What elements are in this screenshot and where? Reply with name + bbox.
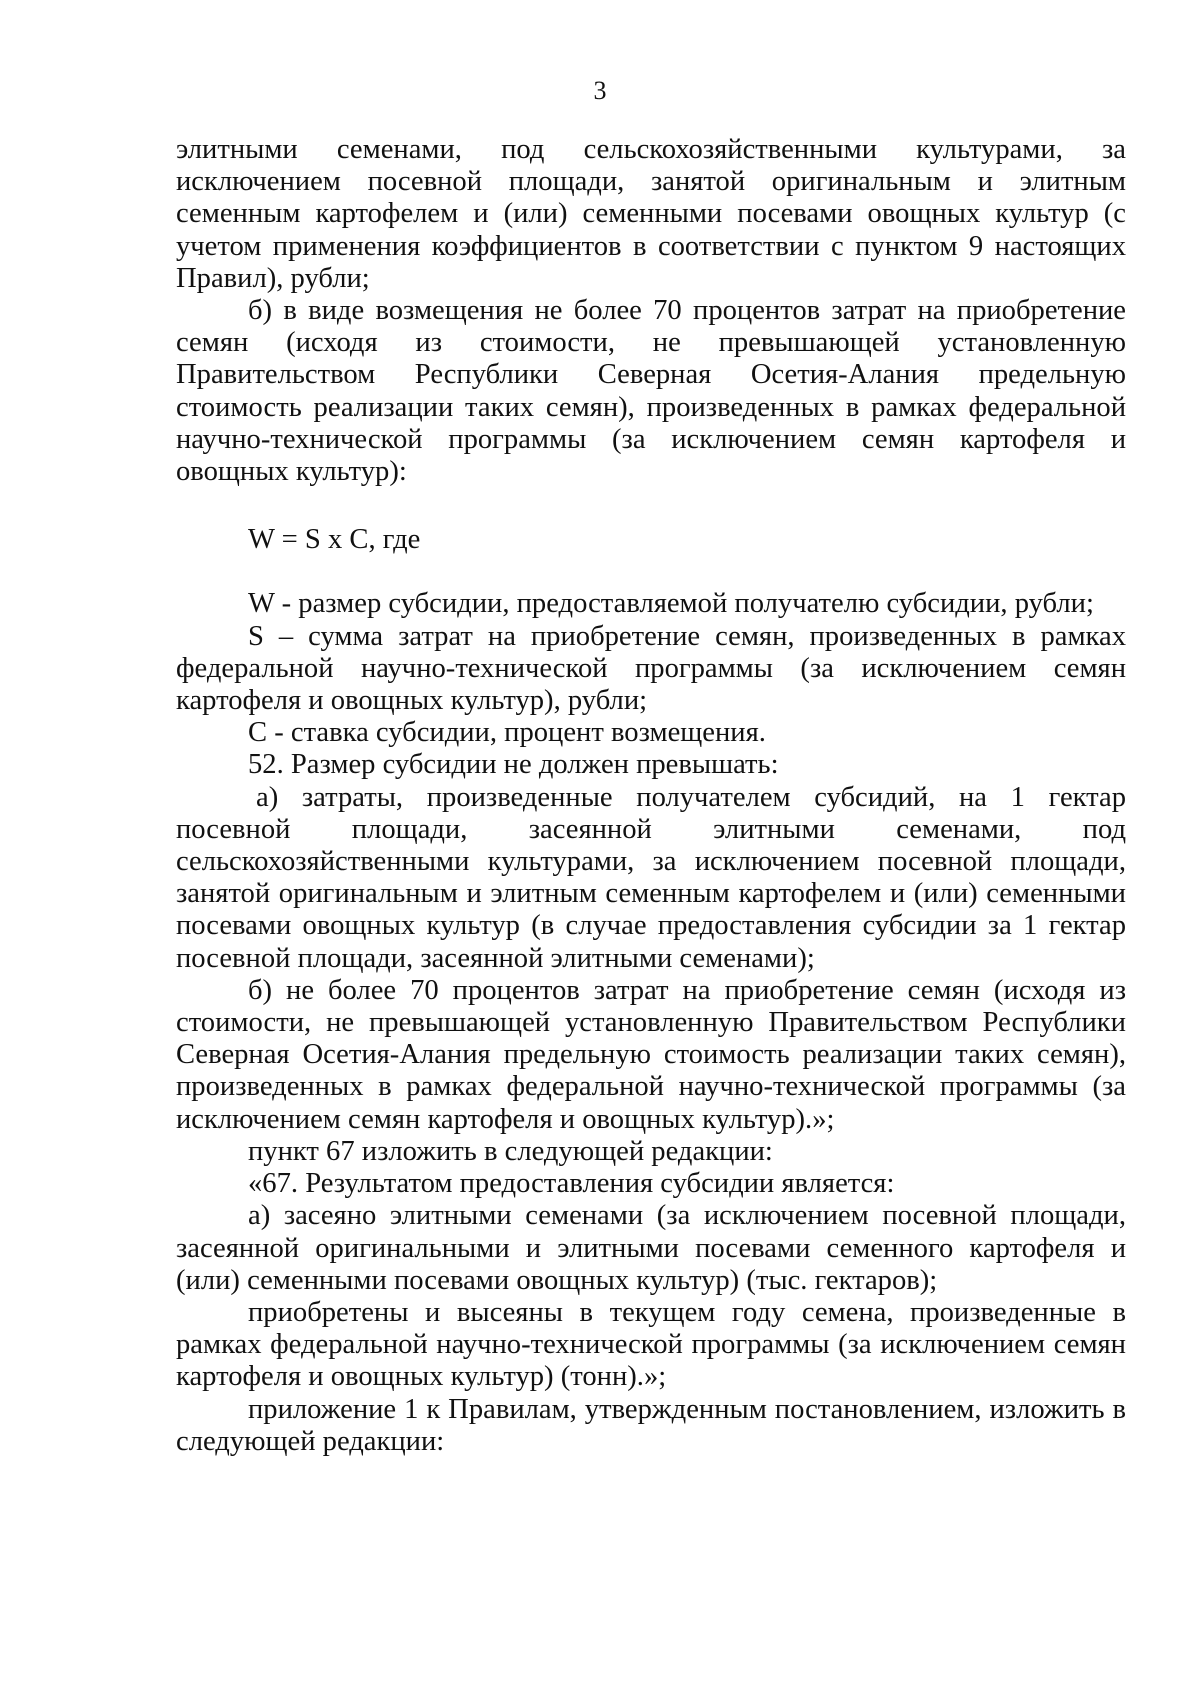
paragraph-continuation: элитными семенами, под сельскохозяйственными культурами, за исключением посевной площади, занятой оригинальным и элитным семенным картофелем и (или) семенными посевами овощных культур (с учетом применения коэффициентов в соответствии с пунктом 9 настоящих Правил), рубли; — [176, 134, 1126, 294]
paragraph-52-a: а) затраты, произведенные получателем субсидий, на 1 гектар посевной площади, засеянной элитными семенами, под сельскохозяйственными культурами, за исключением посевной площади, занятой оригинальным и элитным семенным картофелем и (или) семенными посевами овощных культур (в случае предоставления субсидии за 1 гектар посевной площади, засеянной элитными семенами); — [176, 781, 1126, 974]
formula: W = S x C, где — [248, 524, 421, 556]
paragraph-item-b: б) в виде возмещения не более 70 процентов затрат на приобретение семян (исходя из стоимости, не превышающей установленную Правительством Республики Северная Осетия-Алания предельную стоимость реализации таких семян), произведенных в рамках федеральной научно-технической программы (за исключением семян картофеля и овощных культур): — [176, 295, 1126, 488]
page-number: 3 — [593, 76, 607, 105]
document-body — [176, 134, 1126, 1458]
paragraph-appendix-1: приложение 1 к Правилам, утвержденным постановлением, изложить в следующей редакции: — [176, 1393, 1126, 1457]
definition-w: W - размер субсидии, предоставляемой получателю субсидии, рубли; — [248, 588, 1094, 620]
paragraph-point-67: пункт 67 изложить в следующей редакции: — [248, 1135, 773, 1167]
paragraph-67-seeds: приобретены и высеяны в текущем году семена, произведенные в рамках федеральной научно-технической программы (за исключением семян картофеля и овощных культур) (тонн).»; — [176, 1296, 1126, 1393]
definition-s: S – сумма затрат на приобретение семян, произведенных в рамках федеральной научно-технической программы (за исключением семян картофеля и овощных культур), рубли; — [176, 620, 1126, 717]
paragraph-52-b: б) не более 70 процентов затрат на приобретение семян (исходя из стоимости, не превышающей установленную Правительством Республики Северная Осетия-Алания предельную стоимость реализации таких семян), произведенных в рамках федеральной научно-технической программы (за исключением семян картофеля и овощных культур).»; — [176, 974, 1126, 1135]
paragraph-52: 52. Размер субсидии не должен превышать: — [248, 749, 779, 781]
paragraph-67-heading: «67. Результатом предоставления субсидии является: — [248, 1168, 895, 1200]
definition-c: C - ставка субсидии, процент возмещения. — [248, 717, 766, 749]
paragraph-67-a: а) засеяно элитными семенами (за исключением посевной площади, засеянной оригинальными и элитными посевами семенного картофеля и (или) семенными посевами овощных культур) (тыс. гектаров); — [176, 1200, 1126, 1296]
